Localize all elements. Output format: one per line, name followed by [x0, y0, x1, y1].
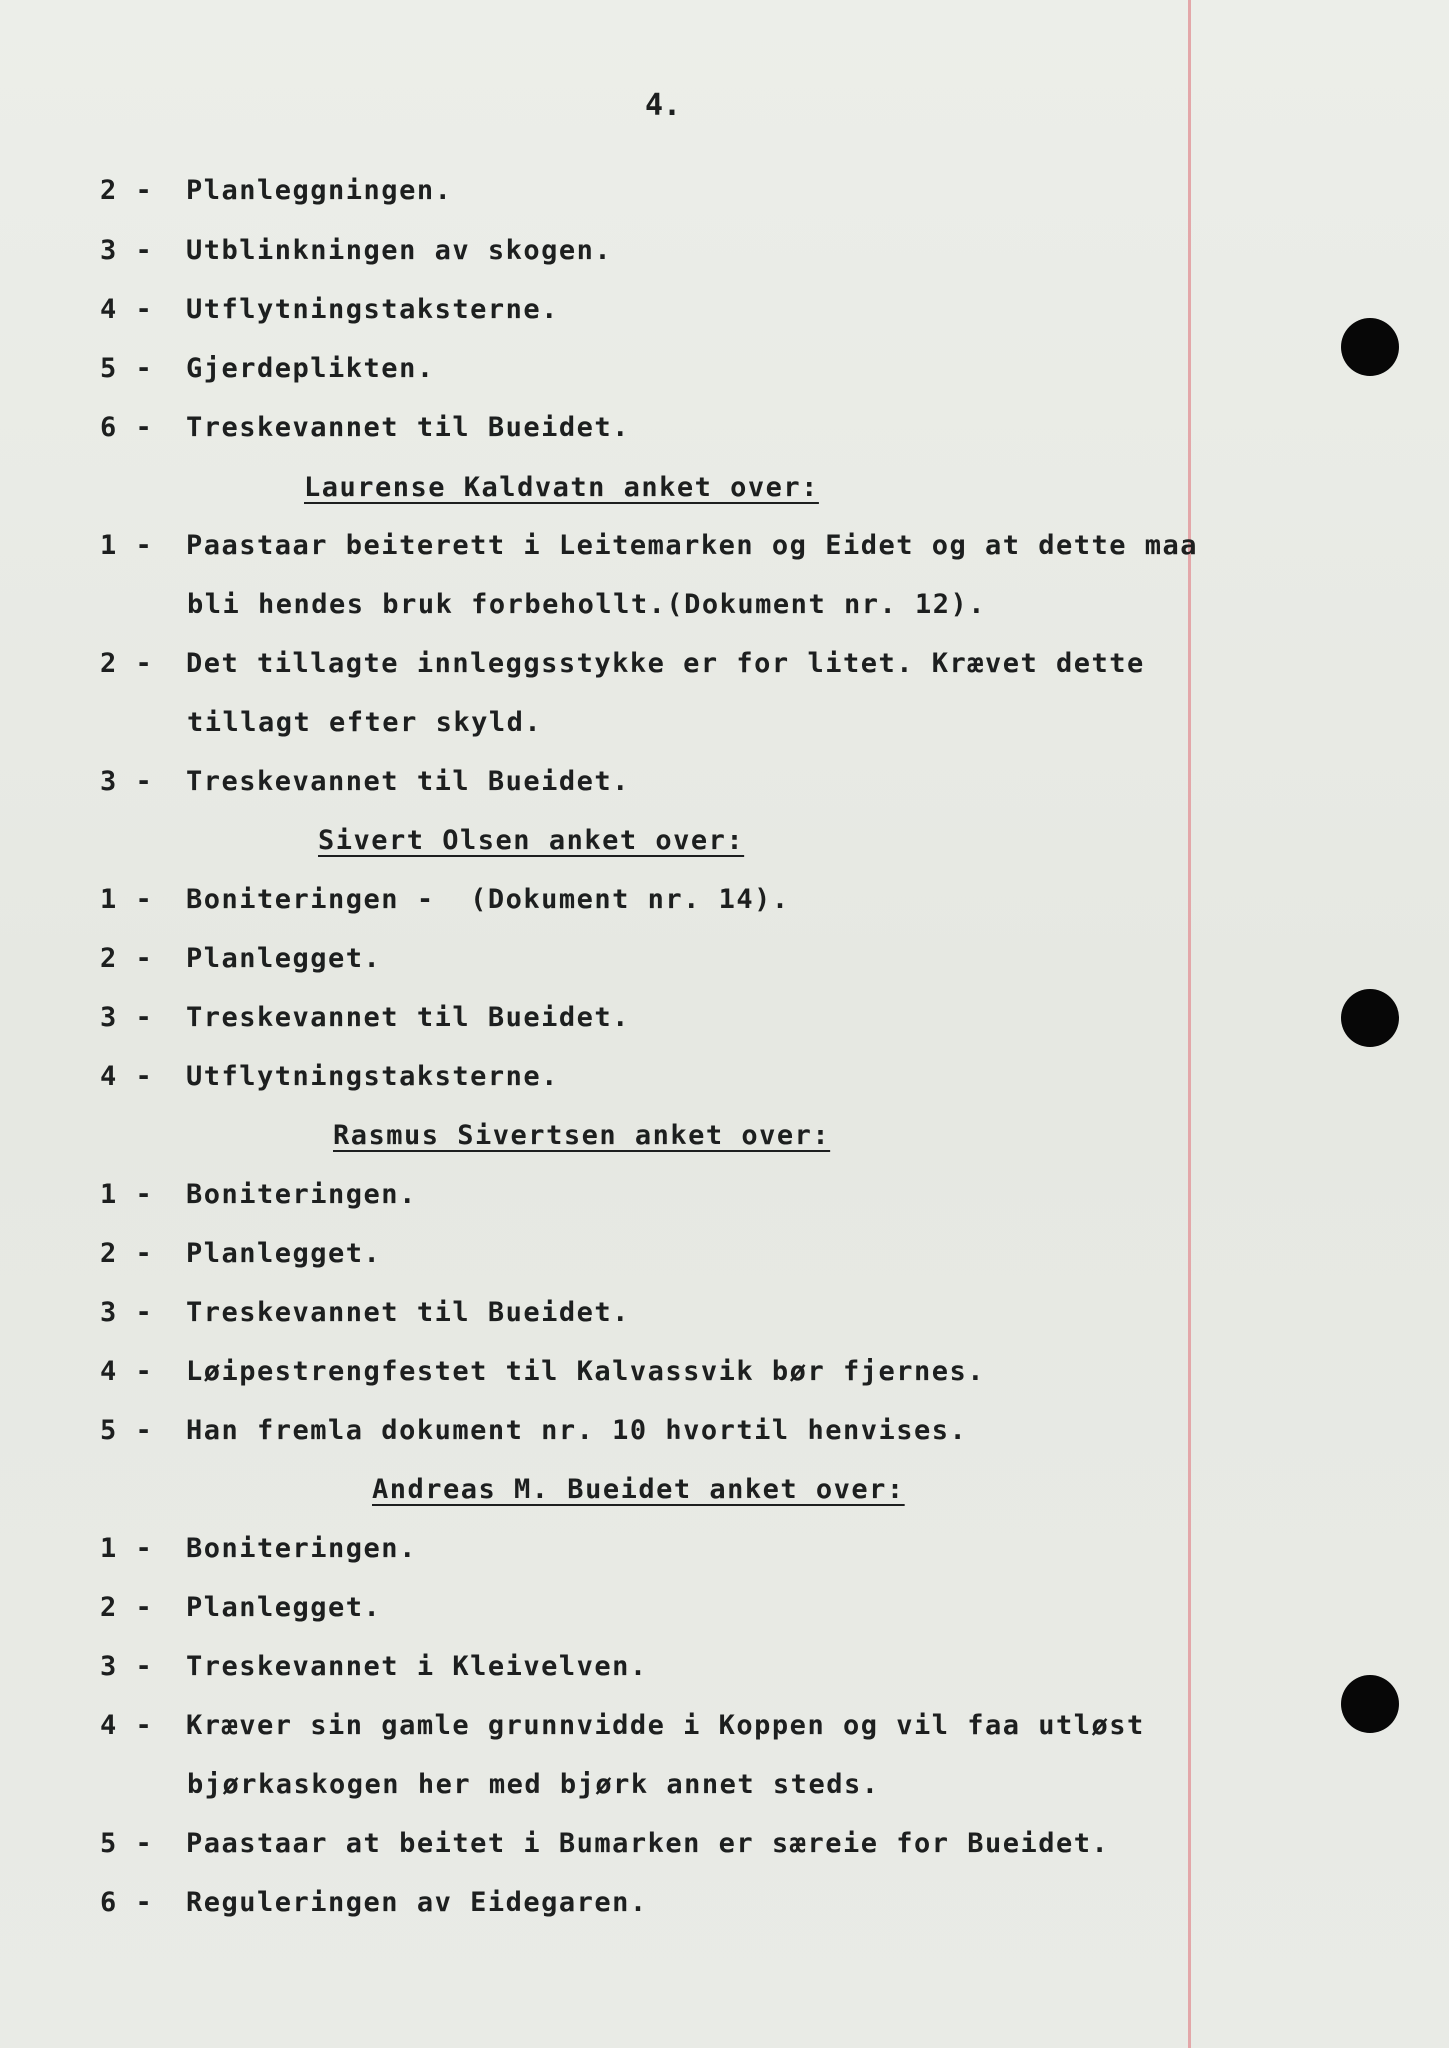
- list-item: 5 - Han fremla dokument nr. 10 hvortil henvises.: [100, 1415, 968, 1446]
- list-item: 2 - Det tillagte innleggsstykke er for litet. Krævet dette: [100, 648, 1145, 679]
- list-item: 3 - Treskevannet i Kleivelven.: [100, 1651, 648, 1682]
- list-item: 3 - Utblinkningen av skogen.: [100, 235, 613, 266]
- list-item: 2 - Planlegget.: [100, 943, 382, 974]
- list-item: 1 - Boniteringen - (Dokument nr. 14).: [100, 884, 790, 915]
- list-item-continuation: tillagt efter skyld.: [187, 707, 543, 738]
- section-heading: Rasmus Sivertsen anket over:: [333, 1120, 831, 1151]
- list-item: 1 - Boniteringen.: [100, 1179, 417, 1210]
- page-number: 4.: [645, 88, 682, 123]
- list-item: 3 - Treskevannet til Bueidet.: [100, 766, 630, 797]
- list-item: 2 - Planlegget.: [100, 1238, 382, 1269]
- punch-hole: [1341, 1675, 1399, 1733]
- red-margin-line: [1188, 0, 1191, 2048]
- list-item: 3 - Treskevannet til Bueidet.: [100, 1002, 630, 1033]
- list-item: 5 - Gjerdeplikten.: [100, 353, 435, 384]
- list-item-continuation: bli hendes bruk forbehollt.(Dokument nr. 12).: [187, 589, 986, 620]
- list-item: 4 - Løipestrengfestet til Kalvassvik bør fjernes.: [100, 1356, 985, 1387]
- list-item: 2 - Planlegget.: [100, 1592, 382, 1623]
- list-item: 4 - Utflytningstaksterne.: [100, 1061, 559, 1092]
- list-item: 4 - Utflytningstaksterne.: [100, 294, 559, 325]
- list-item: 1 - Boniteringen.: [100, 1533, 417, 1564]
- section-heading: Sivert Olsen anket over:: [318, 825, 745, 856]
- list-item-continuation: bjørkaskogen her med bjørk annet steds.: [187, 1769, 880, 1800]
- punch-hole: [1341, 989, 1399, 1047]
- list-item: 1 - Paastaar beiterett i Leitemarken og Eidet og at dette maa: [100, 530, 1199, 561]
- list-item: 3 - Treskevannet til Bueidet.: [100, 1297, 630, 1328]
- section-heading: Laurense Kaldvatn anket over:: [304, 472, 819, 503]
- list-item: 5 - Paastaar at beitet i Bumarken er særeie for Bueidet.: [100, 1828, 1110, 1859]
- list-item: 2 - Planleggningen.: [100, 175, 453, 206]
- list-item: 6 - Treskevannet til Bueidet.: [100, 412, 630, 443]
- punch-hole: [1341, 318, 1399, 376]
- section-heading: Andreas M. Bueidet anket over:: [372, 1474, 905, 1505]
- list-item: 4 - Kræver sin gamle grunnvidde i Koppen og vil faa utløst: [100, 1710, 1145, 1741]
- list-item: 6 - Reguleringen av Eidegaren.: [100, 1887, 648, 1918]
